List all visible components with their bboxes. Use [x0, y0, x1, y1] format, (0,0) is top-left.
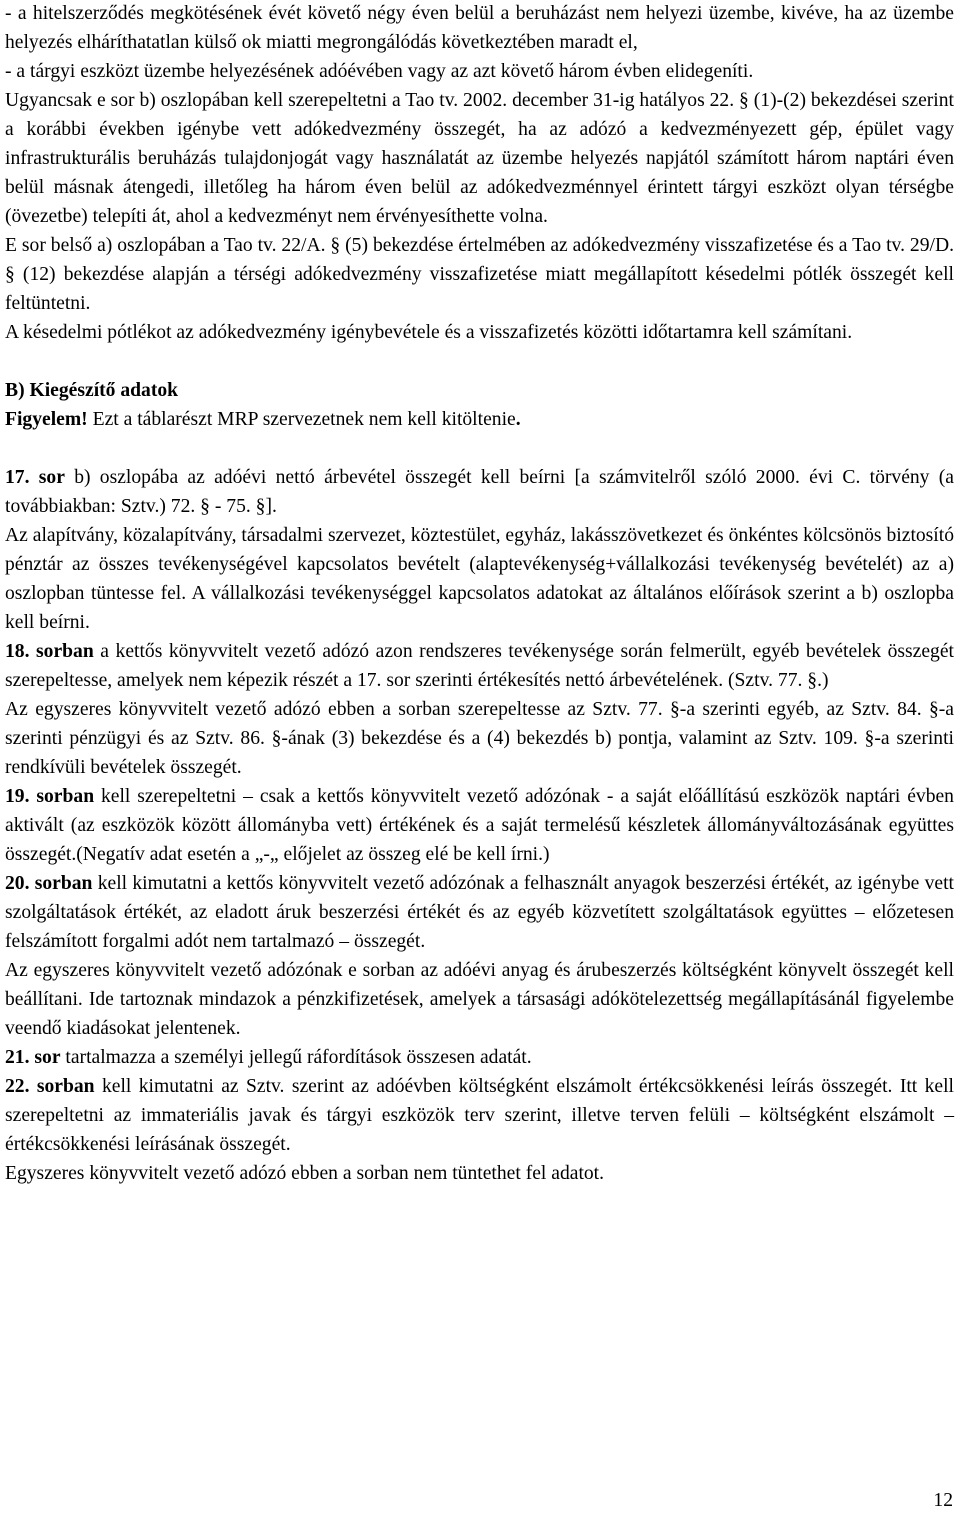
bold-text: 22. sorban: [5, 1076, 95, 1097]
text-run: - a hitelszerződés megkötésének évét követő négy éven belül a beruházást nem helyezi üzembe, kivéve, ha az üzembe helyezés elháríthatatlan külső ok miatti megrongálódás következtében maradt el,: [5, 3, 954, 53]
paragraph: [5, 521, 954, 637]
document-body: [5, 0, 954, 1188]
text-run: b) oszlopába az adóévi nettó árbevétel összegét kell beírni [a számvitelről szóló 2000. évi C. törvény (a továbbiakban: Sztv.) 72. § - 75. §].: [5, 467, 954, 517]
paragraph: [5, 405, 954, 434]
text-run: Ugyancsak e sor b) oszlopában kell szerepeltetni a Tao tv. 2002. december 31-ig hatályos 22. § (1)-(2) bekezdései szerint a korábbi években igénybe vett adókedvezmény összegét, ha az adózó a kedvezményezett gép, épület vagy infrastrukturális beruházás tulajdonjogát vagy használatát az üzembe helyezés napjától számított három naptári éven belül másnak átengedi, illetőleg ha három éven belül az adókedvezménnyel érintett tárgyi eszközt olyan térségbe (övezetbe) telepíti át, ahol a kedvezményt nem érvényesíthette volna.: [5, 90, 954, 227]
text-run: Egyszeres könyvvitelt vezető adózó ebben a sorban nem tüntethet fel adatot.: [5, 1163, 605, 1184]
paragraph-spacer: [5, 434, 954, 463]
text-run: Az egyszeres könyvvitelt vezető adózó ebben a sorban szerepeltesse az Sztv. 77. §-a szerinti egyéb, az Sztv. 84. §-a szerinti pénzügyi és az Sztv. 86. §-ának (3) bekezdése és a (4) bekezdés b) pontja, valamint az Sztv. 109. §-a szerinti rendkívüli bevételek összegét.: [5, 699, 954, 778]
page-number: 12: [933, 1490, 953, 1511]
bold-text: Figyelem!: [5, 409, 88, 430]
text-run: kell kimutatni a kettős könyvvitelt vezető adózónak a felhasznált anyagok beszerzési értékét, az igénybe vett szolgáltatások értékét, az eladott áruk beszerzési értékét és az egyéb közvetített szolgáltatások együttes – előzetesen felszámított forgalmi adót nem tartalmazó – összegét.: [5, 873, 954, 952]
bold-text: 20. sorban: [5, 873, 93, 894]
paragraph-spacer: [5, 347, 954, 376]
bold-text: 18. sorban: [5, 641, 94, 662]
text-run: a kettős könyvvitelt vezető adózó azon rendszeres tevékenysége során felmerült, egyéb bevételek összegét szerepeltesse, amelyek nem képezik részét a 17. sor szerinti értékesítés nettó árbevételének. (Sztv. 77. §.): [5, 641, 954, 691]
text-run: Az alapítvány, közalapítvány, társadalmi szervezet, köztestület, egyház, lakásszövetkezet és önkéntes kölcsönös biztosító pénztár az összes tevékenységével kapcsolatos bevételt (alaptevékenység+vállalkozási tevékenység bevételét) az a) oszlopban tüntesse fel. A vállalkozási tevékenységgel kapcsolatos adatokat az általános előírások szerint a b) oszlopba kell beírni.: [5, 525, 954, 633]
bold-text: 19. sorban: [5, 786, 95, 807]
paragraph: [5, 869, 954, 956]
text-run: E sor belső a) oszlopában a Tao tv. 22/A. § (5) bekezdése értelmében az adókedvezmény visszafizetése és a Tao tv. 29/D. § (12) bekezdése alapján a térségi adókedvezmény visszafizetése miatt megállapított késedelmi pótlék összegét kell feltüntetni.: [5, 235, 954, 314]
paragraph: [5, 0, 954, 57]
paragraph: [5, 1043, 954, 1072]
paragraph: [5, 376, 954, 405]
paragraph: [5, 57, 954, 86]
paragraph: [5, 782, 954, 869]
text-run: Az egyszeres könyvvitelt vezető adózónak e sorban az adóévi anyag és árubeszerzés költségként könyvelt összegét kell beállítani. Ide tartoznak mindazok a pénzkifizetések, amelyek a társasági adókötelezettség megállapításánál figyelembe veendő kiadásokat jelentenek.: [5, 960, 954, 1039]
text-run: kell szerepeltetni – csak a kettős könyvvitelt vezető adózónak - a saját előállítású eszközök naptári évben aktivált (az eszközök között állományba vett) értékének és a saját termelésű készletek állományváltozásának együttes összegét.(Negatív adat esetén a „-„ előjelet az összeg elé be kell írni.): [5, 786, 954, 865]
paragraph: [5, 1159, 954, 1188]
paragraph: [5, 231, 954, 318]
paragraph: [5, 86, 954, 231]
bold-text: 17. sor: [5, 467, 65, 488]
paragraph: [5, 463, 954, 521]
text-run: - a tárgyi eszközt üzembe helyezésének adóévében vagy az azt követő három évben elidegeníti.: [5, 61, 754, 82]
bold-text: B) Kiegészítő adatok: [5, 380, 179, 401]
paragraph: [5, 1072, 954, 1159]
text-run: A késedelmi pótlékot az adókedvezmény igénybevétele és a visszafizetés közötti időtartamra kell számítani.: [5, 322, 853, 343]
paragraph: [5, 637, 954, 695]
paragraph: [5, 695, 954, 782]
paragraph: [5, 318, 954, 347]
paragraph: [5, 956, 954, 1043]
bold-text: .: [515, 409, 521, 430]
bold-text: 21. sor: [5, 1047, 61, 1068]
text-run: Ezt a táblarészt MRP szervezetnek nem kell kitöltenie: [87, 409, 516, 430]
text-run: tartalmazza a személyi jellegű ráfordítások összesen adatát.: [60, 1047, 532, 1068]
text-run: kell kimutatni az Sztv. szerint az adóévben költségként elszámolt értékcsökkenési leírás összegét. Itt kell szerepeltetni az immateriális javak és tárgyi eszközök terv szerint, illetve terven felüli – költségként elszámolt – értékcsökkenési leírásának összegét.: [5, 1076, 954, 1155]
